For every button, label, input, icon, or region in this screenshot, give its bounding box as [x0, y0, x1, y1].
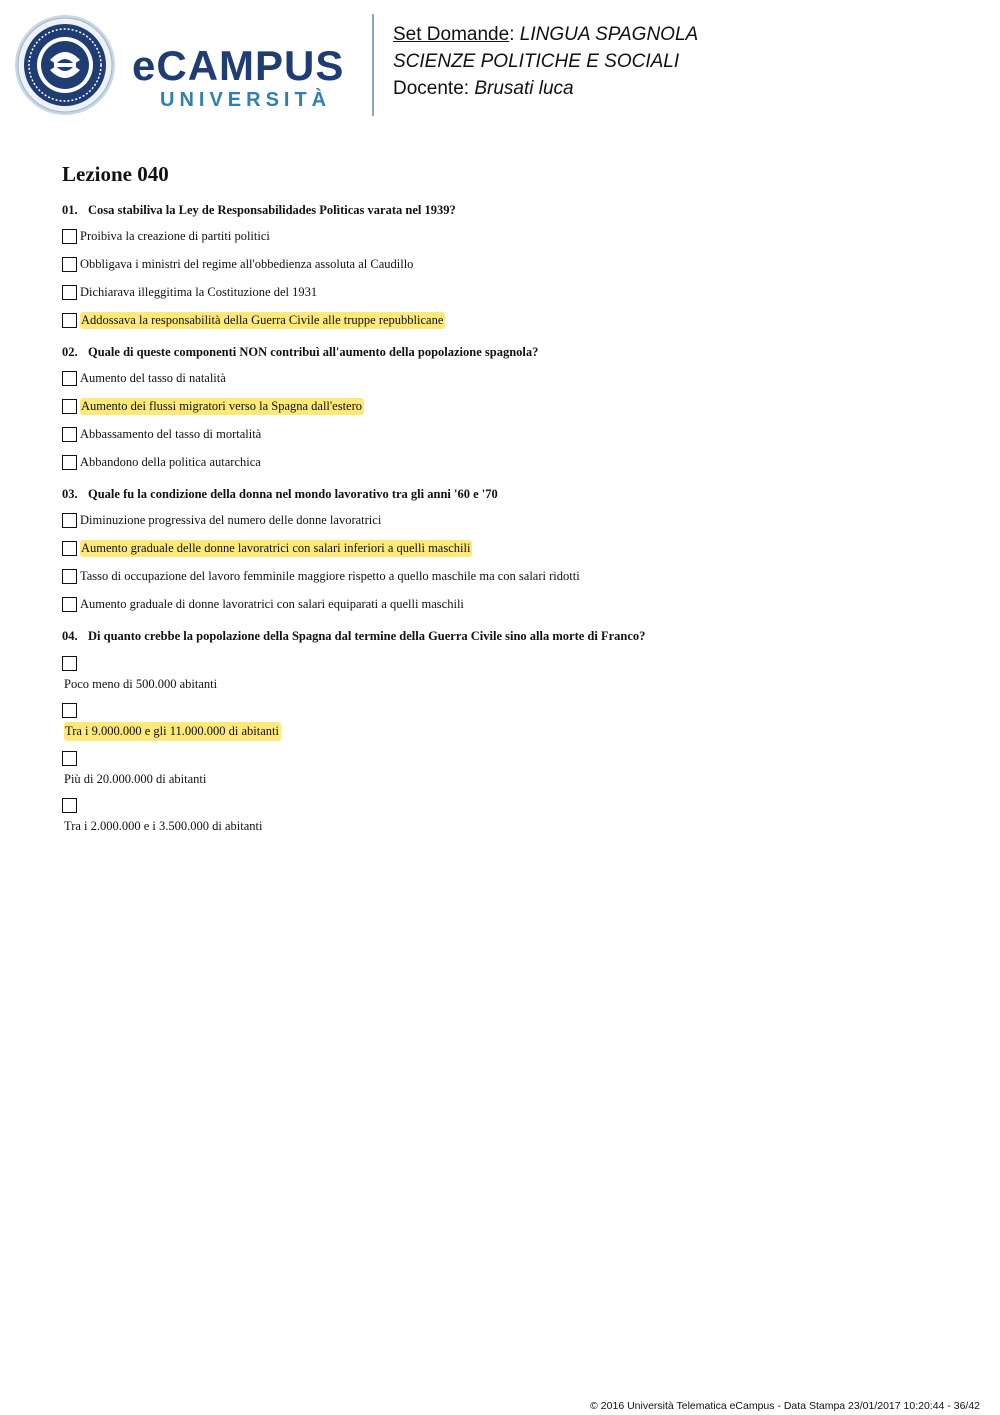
answer-option[interactable]	[62, 369, 962, 388]
option-text: Abbandono della politica autarchica	[80, 455, 261, 469]
option-text: Diminuzione progressiva del numero delle donne lavoratrici	[80, 513, 382, 527]
option-text-highlighted: Tra i 9.000.000 e gli 11.000.000 di abitanti	[64, 722, 281, 741]
option-text-highlighted: Aumento graduale delle donne lavoratrici con salari inferiori a quelli maschili	[81, 541, 471, 555]
question-text: 01. Cosa stabiliva la Ley de Responsabilidades Polìticas varata nel 1939?	[62, 203, 456, 217]
set-label: Set Domande	[393, 24, 510, 45]
logo-wordmark: eCAMPUS	[132, 42, 345, 89]
option-text: Tasso di occupazione del lavoro femminile maggiore rispetto a quello maschile ma con salari ridotti	[80, 569, 580, 583]
question-text: 04. Di quanto crebbe la popolazione della Spagna dal termine della Guerra Civile sino alla morte di Franco?	[62, 629, 646, 643]
page-footer: © 2016 Università Telematica eCampus - Data Stampa 23/01/2017 10:20:44 - 36/42	[590, 1400, 980, 1412]
answer-option[interactable]	[62, 425, 962, 444]
checkbox[interactable]	[62, 371, 77, 386]
answer-option-correct[interactable]	[62, 703, 962, 741]
checkbox[interactable]	[62, 313, 77, 328]
answer-option[interactable]	[62, 511, 962, 530]
checkbox[interactable]	[62, 703, 77, 718]
answer-option[interactable]	[62, 227, 962, 246]
checkbox[interactable]	[62, 229, 77, 244]
option-text: Abbassamento del tasso di mortalità	[80, 427, 262, 441]
option-text: Aumento graduale di donne lavoratrici con salari equiparati a quelli maschili	[80, 597, 464, 611]
lesson-title: Lezione 040	[62, 162, 169, 186]
question-block	[62, 344, 962, 472]
ecampus-logo	[132, 44, 344, 112]
answer-option[interactable]	[62, 567, 962, 586]
answer-option[interactable]	[62, 751, 962, 788]
answer-option-correct[interactable]	[62, 311, 962, 330]
checkbox[interactable]	[62, 569, 77, 584]
option-text: Più di 20.000.000 di abitanti	[64, 772, 207, 786]
faculty-name: SCIENZE POLITICHE E SOCIALI	[393, 51, 680, 72]
checkbox[interactable]	[62, 798, 77, 813]
checkbox[interactable]	[62, 751, 77, 766]
page-header	[0, 0, 1000, 130]
checkbox[interactable]	[62, 455, 77, 470]
header-divider	[372, 14, 374, 116]
header-info: Set Domande: LINGUA SPAGNOLA SCIENZE POLITICHE E SOCIALI Docente: Brusati luca	[393, 24, 699, 99]
answer-option[interactable]	[62, 656, 962, 693]
option-text-highlighted: Aumento dei flussi migratori verso la Spagna dall'estero	[81, 399, 363, 413]
option-text: Obbligava i ministri del regime all'obbedienza assoluta al Caudillo	[80, 257, 414, 271]
option-text-highlighted: Addossava la responsabilità della Guerra Civile alle truppe repubblicane	[81, 313, 444, 327]
checkbox[interactable]	[62, 541, 77, 556]
answer-option[interactable]	[62, 595, 962, 614]
option-text: Aumento del tasso di natalità	[80, 371, 226, 385]
checkbox[interactable]	[62, 597, 77, 612]
teacher-name: Brusati luca	[474, 78, 574, 99]
question-block	[62, 628, 962, 835]
option-text: Dichiarava illeggitima la Costituzione del 1931	[80, 285, 318, 299]
question-text: 03. Quale fu la condizione della donna nel mondo lavorativo tra gli anni '60 e '70	[62, 487, 498, 501]
answer-option-correct[interactable]	[62, 539, 962, 558]
option-text: Proibiva la creazione di partiti politici	[80, 229, 270, 243]
checkbox[interactable]	[62, 427, 77, 442]
answer-option[interactable]	[62, 255, 962, 274]
quiz-content	[62, 160, 962, 849]
option-text: Poco meno di 500.000 abitanti	[64, 677, 218, 691]
checkbox[interactable]	[62, 257, 77, 272]
question-text: 02. Quale di queste componenti NON contribuì all'aumento della popolazione spagnola?	[62, 345, 539, 359]
checkbox[interactable]	[62, 285, 77, 300]
teacher-label: Docente:	[393, 78, 470, 99]
answer-option[interactable]	[62, 798, 962, 835]
logo-subtitle: UNIVERSITÀ	[160, 89, 332, 111]
checkbox[interactable]	[62, 656, 77, 671]
checkbox[interactable]	[62, 513, 77, 528]
answer-option[interactable]	[62, 453, 962, 472]
course-name: LINGUA SPAGNOLA	[519, 24, 699, 45]
checkbox[interactable]	[62, 399, 77, 414]
answer-option-correct[interactable]	[62, 397, 962, 416]
answer-option[interactable]	[62, 283, 962, 302]
question-block	[62, 486, 962, 614]
question-block	[62, 202, 962, 330]
option-text: Tra i 2.000.000 e i 3.500.000 di abitanti	[64, 819, 263, 833]
university-seal-logo	[14, 14, 116, 116]
